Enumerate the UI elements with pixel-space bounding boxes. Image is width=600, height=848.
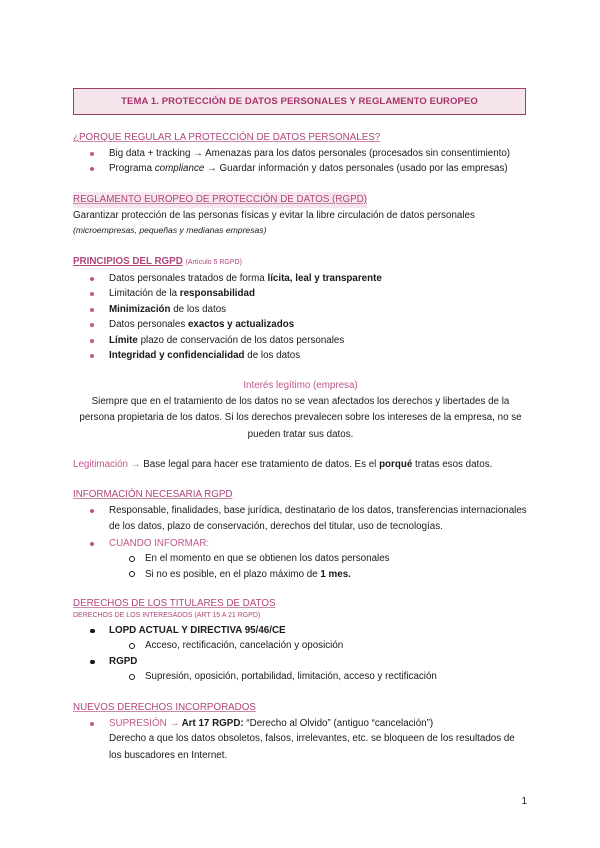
section-heading: ¿PORQUE REGULAR LA PROTECCIÓN DE DATOS PERSONALES? xyxy=(73,132,381,143)
section-new-rights xyxy=(73,700,528,764)
document-title: TEMA 1. PROTECCIÓN DE DATOS PERSONALES Y REGLAMENTO EUROPEO xyxy=(73,88,526,115)
section-principles xyxy=(73,254,528,364)
list-item: Minimización de los datos xyxy=(73,302,528,318)
sub-list-item: Supresión, oposición, portabilidad, limitación, acceso y rectificación xyxy=(73,669,528,685)
list-item: LOPD ACTUAL Y DIRECTIVA 95/46/CE xyxy=(73,623,528,639)
sub-list-item: Acceso, rectificación, cancelación y oposición xyxy=(73,638,528,654)
section-why-regulate xyxy=(73,130,528,177)
section-heading: PRINCIPIOS DEL RGPD (Artículo 5 RGPD) xyxy=(73,256,242,267)
page-number: 1 xyxy=(521,796,527,807)
list-item: Límite plazo de conservación de los datos personales xyxy=(73,333,528,349)
list-item: Programa compliance → Guardar información y datos personales (usado por las empresas) xyxy=(73,161,528,177)
section-rights xyxy=(73,596,528,685)
list-item: Responsable, finalidades, base jurídica, destinatario de los datos, transferencias internacionales de los datos, plazo de conservación, derechos del titular, uso de tecnologías. xyxy=(73,503,528,536)
list-item: Datos personales exactos y actualizados xyxy=(73,317,528,333)
section-rgpd xyxy=(73,192,528,239)
list-item: SUPRESIÓN → Art 17 RGPD: “Derecho al Olvido” (antiguo “cancelación”) xyxy=(73,716,528,732)
section-heading: INFORMACIÓN NECESARIA RGPD xyxy=(73,489,233,500)
section-heading: DERECHOS DE LOS TITULARES DE DATOS xyxy=(73,598,276,609)
list-item: RGPD xyxy=(73,654,528,670)
section-heading: Interés legítimo (empresa) xyxy=(243,380,358,391)
section-required-information xyxy=(73,487,528,582)
paragraph: Siempre que en el tratamiento de los datos no se vean afectados los derechos y libertades de la persona propietaria de los datos. Si los derechos prevalecen sobre los intereses de la empresa, no se pueden tratar sus datos. xyxy=(79,395,522,440)
list-item: Big data + tracking → Amenazas para los datos personales (procesados sin consentimiento) xyxy=(73,146,528,162)
sub-list-item: Si no es posible, en el plazo máximo de 1 mes. xyxy=(73,567,528,583)
paragraph: Garantizar protección de las personas físicas y evitar la libre circulación de datos personales xyxy=(73,209,475,221)
section-subheading: DERECHOS DE LOS INTERESADOS (ART 15 A 21 RGPD) xyxy=(73,611,261,619)
section-heading: NUEVOS DERECHOS INCORPORADOS xyxy=(73,702,256,713)
list-item: Integridad y confidencialidad de los datos xyxy=(73,348,528,364)
paragraph-note: (microempresas, pequeñas y medianas empresas) xyxy=(73,225,267,235)
list-item: CUANDO INFORMAR: xyxy=(73,536,528,552)
section-legitimate-interest xyxy=(73,378,528,443)
sub-list-item: En el momento en que se obtienen los datos personales xyxy=(73,551,528,567)
section-heading: REGLAMENTO EUROPEO DE PROTECCIÓN DE DATOS (RGPD) xyxy=(73,192,367,208)
list-item: Datos personales tratados de forma lícita, leal y transparente xyxy=(73,271,528,287)
term-label: Legitimación → xyxy=(73,459,141,470)
paragraph: Derecho a que los datos obsoletos, falsos, irrelevantes, etc. se bloqueen de los resultados de los buscadores en Internet. xyxy=(109,733,515,761)
list-item: Limitación de la responsabilidad xyxy=(73,286,528,302)
section-legitimation: Legitimación → Base legal para hacer ese tratamiento de datos. Es el porqué tratas esos datos. xyxy=(73,459,493,470)
